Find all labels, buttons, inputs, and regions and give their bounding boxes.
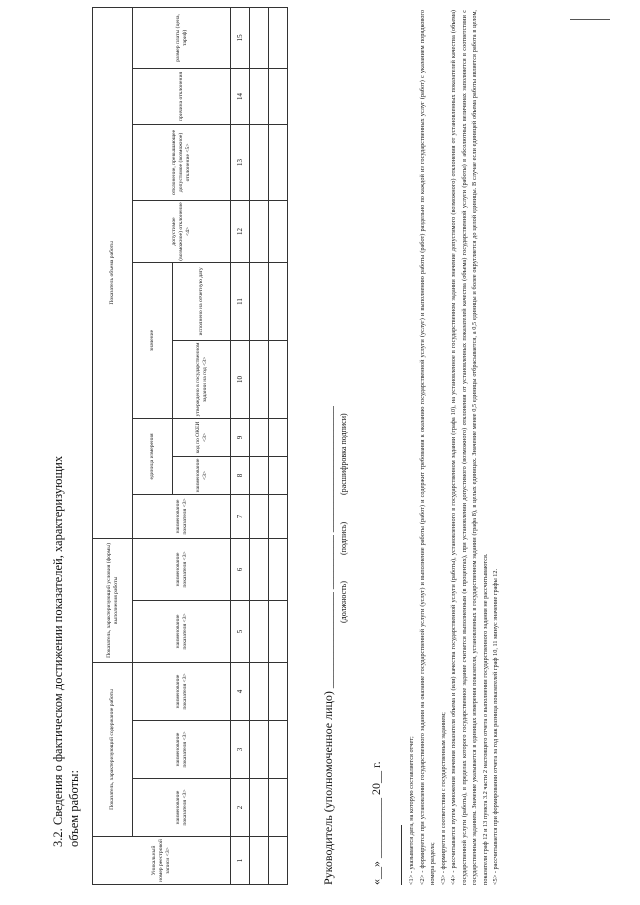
empty-cell — [269, 494, 288, 538]
approved-value: утверждено в государственном задании на год <3> — [173, 340, 231, 418]
column-number: 10 — [231, 340, 250, 418]
empty-cell — [250, 418, 269, 456]
empty-row — [250, 7, 269, 884]
volume-indicators-table — [92, 7, 288, 885]
heading-line-2: объем работы: — [67, 770, 81, 847]
column-number: 3 — [231, 721, 250, 779]
condition-indicator-2: наименование показателя <3> — [133, 538, 231, 600]
column-number: 9 — [231, 418, 250, 456]
page-edge-rule — [570, 18, 610, 20]
empty-cell — [269, 456, 288, 494]
sign-caption: (подпись) — [339, 521, 348, 555]
empty-cell — [269, 721, 288, 779]
column-number: 6 — [231, 538, 250, 600]
group-volume: Показатель объема работы — [93, 7, 133, 538]
column-number: 2 — [231, 779, 250, 837]
footnote-5: <5> - рассчитывается при формировании отчета за год как разница показателей граф 10, 11 минус значение графы 12. — [492, 568, 499, 885]
empty-cell — [250, 7, 269, 68]
column-number: 12 — [231, 200, 250, 262]
column-number: 5 — [231, 600, 250, 662]
group-content: Показатель, характеризующий содержание работы — [93, 662, 133, 836]
empty-cell — [269, 124, 288, 200]
empty-cell — [269, 418, 288, 456]
section-heading — [50, 287, 82, 847]
content-indicator-1: наименование показателя <3> — [133, 779, 231, 837]
column-number: 7 — [231, 494, 250, 538]
empty-cell — [269, 538, 288, 600]
content-indicator-3: наименование показателя <3> — [133, 662, 231, 720]
col-unique-number: Уникальный номер реестровой записи <3> — [93, 837, 231, 885]
signature-line: Руководитель (уполномоченное лицо) ________________ _________ _____________________ — [321, 406, 335, 885]
column-numbers-row — [231, 7, 250, 884]
deviation-reason: причина отклонения — [133, 68, 231, 124]
volume-indicator-name: наименование показателя <3> — [133, 494, 231, 538]
empty-cell — [250, 721, 269, 779]
empty-cell — [250, 494, 269, 538]
unit-name: наименование <3> — [173, 456, 231, 494]
empty-cell — [250, 124, 269, 200]
date-line: «__» __________ 20__ г. — [369, 761, 383, 885]
empty-cell — [250, 779, 269, 837]
footnotes — [407, 10, 502, 885]
executed-value: исполнено на отчетную дату — [173, 262, 231, 340]
footnote-4: <4> - рассчитывается путем умножения значения показателя объема и (или) качества государственной услуги (работы), установленного в государственном задании (графа 10), на установленное в государственном задании значение допустимого (возможного) отклонения от установленных показателей качества (объема) государственной услуги (работы), в пределах которого государственное задание считается выполненным (в процентах), при установлении допустимого (возможного) отклонения от установленных показателей качества (объема) государственной услуги (работы) в абсолютных величинах заполняется в соответствии с государственным заданием. Значение указывается в единицах измерения показателя, установленных в государственном задании (графа 8), в целых единицах. Значение менее 0,5 единицы отбрасывается, а 0,5 единицы и более округляется до целой единицы. В случае если единицей объема работы является работа в целом, показатели граф 12 и 13 пункта 3.2 части 2 настоящего отчета о выполнении государственного задания не рассчитываются. — [450, 10, 489, 885]
empty-cell — [250, 340, 269, 418]
empty-cell — [269, 837, 288, 885]
column-number: 8 — [231, 456, 250, 494]
decode-caption: (расшифровка подписи) — [339, 413, 348, 495]
empty-row — [269, 7, 288, 884]
empty-cell — [269, 340, 288, 418]
empty-cell — [250, 200, 269, 262]
unit-of-measure: единица измерения — [133, 418, 173, 494]
empty-cell — [250, 68, 269, 124]
empty-cell — [269, 68, 288, 124]
footnote-2: <2> - формируется при установлении государственного задания на оказание государственной услуги (услуг) и выполнение работы (работ) и содержит требования к оказанию государственной услуги (услуг) и выполнению работы (работ) раздельно по каждой из государственных услуг (работ) с указанием порядкового номера раздела; — [418, 10, 436, 885]
empty-cell — [269, 779, 288, 837]
column-number: 15 — [231, 7, 250, 68]
column-number: 1 — [231, 837, 250, 885]
column-number: 13 — [231, 124, 250, 200]
empty-cell — [250, 662, 269, 720]
empty-cell — [269, 600, 288, 662]
footnote-1: <1> - указывается дата, на которую составляется отчет; — [408, 736, 415, 885]
position-caption: (должность) — [339, 581, 348, 623]
empty-cell — [250, 262, 269, 340]
column-number: 14 — [231, 68, 250, 124]
empty-cell — [250, 837, 269, 885]
empty-cell — [269, 262, 288, 340]
footnote-3: <3> - формируется в соответствии с государственным заданием; — [439, 712, 447, 885]
value-group: значение — [133, 262, 173, 418]
footnote-separator — [401, 825, 402, 885]
column-number: 11 — [231, 262, 250, 340]
unit-okei-code: код по ОКЕИ <3> — [173, 418, 231, 456]
empty-cell — [269, 7, 288, 68]
empty-cell — [269, 200, 288, 262]
condition-indicator-1: наименование показателя <3> — [133, 600, 231, 662]
content-indicator-2: наименование показателя <3> — [133, 721, 231, 779]
empty-cell — [269, 662, 288, 720]
group-conditions: Показатель, характеризующий условия (формы) выполнения работы — [93, 538, 133, 662]
column-number: 4 — [231, 662, 250, 720]
empty-cell — [250, 538, 269, 600]
heading-line-1: 3.2. Сведения о фактическом достижении показателей, характеризующих — [51, 455, 65, 847]
exceeding-deviation: отклонение, превышающее допустимое (возможное) отклонение <5> — [133, 124, 231, 200]
allowed-deviation: допустимое (возможное) отклонение <4> — [133, 200, 231, 262]
fee-size: размер платы (цена, тариф) — [133, 7, 231, 68]
empty-cell — [250, 456, 269, 494]
empty-cell — [250, 600, 269, 662]
